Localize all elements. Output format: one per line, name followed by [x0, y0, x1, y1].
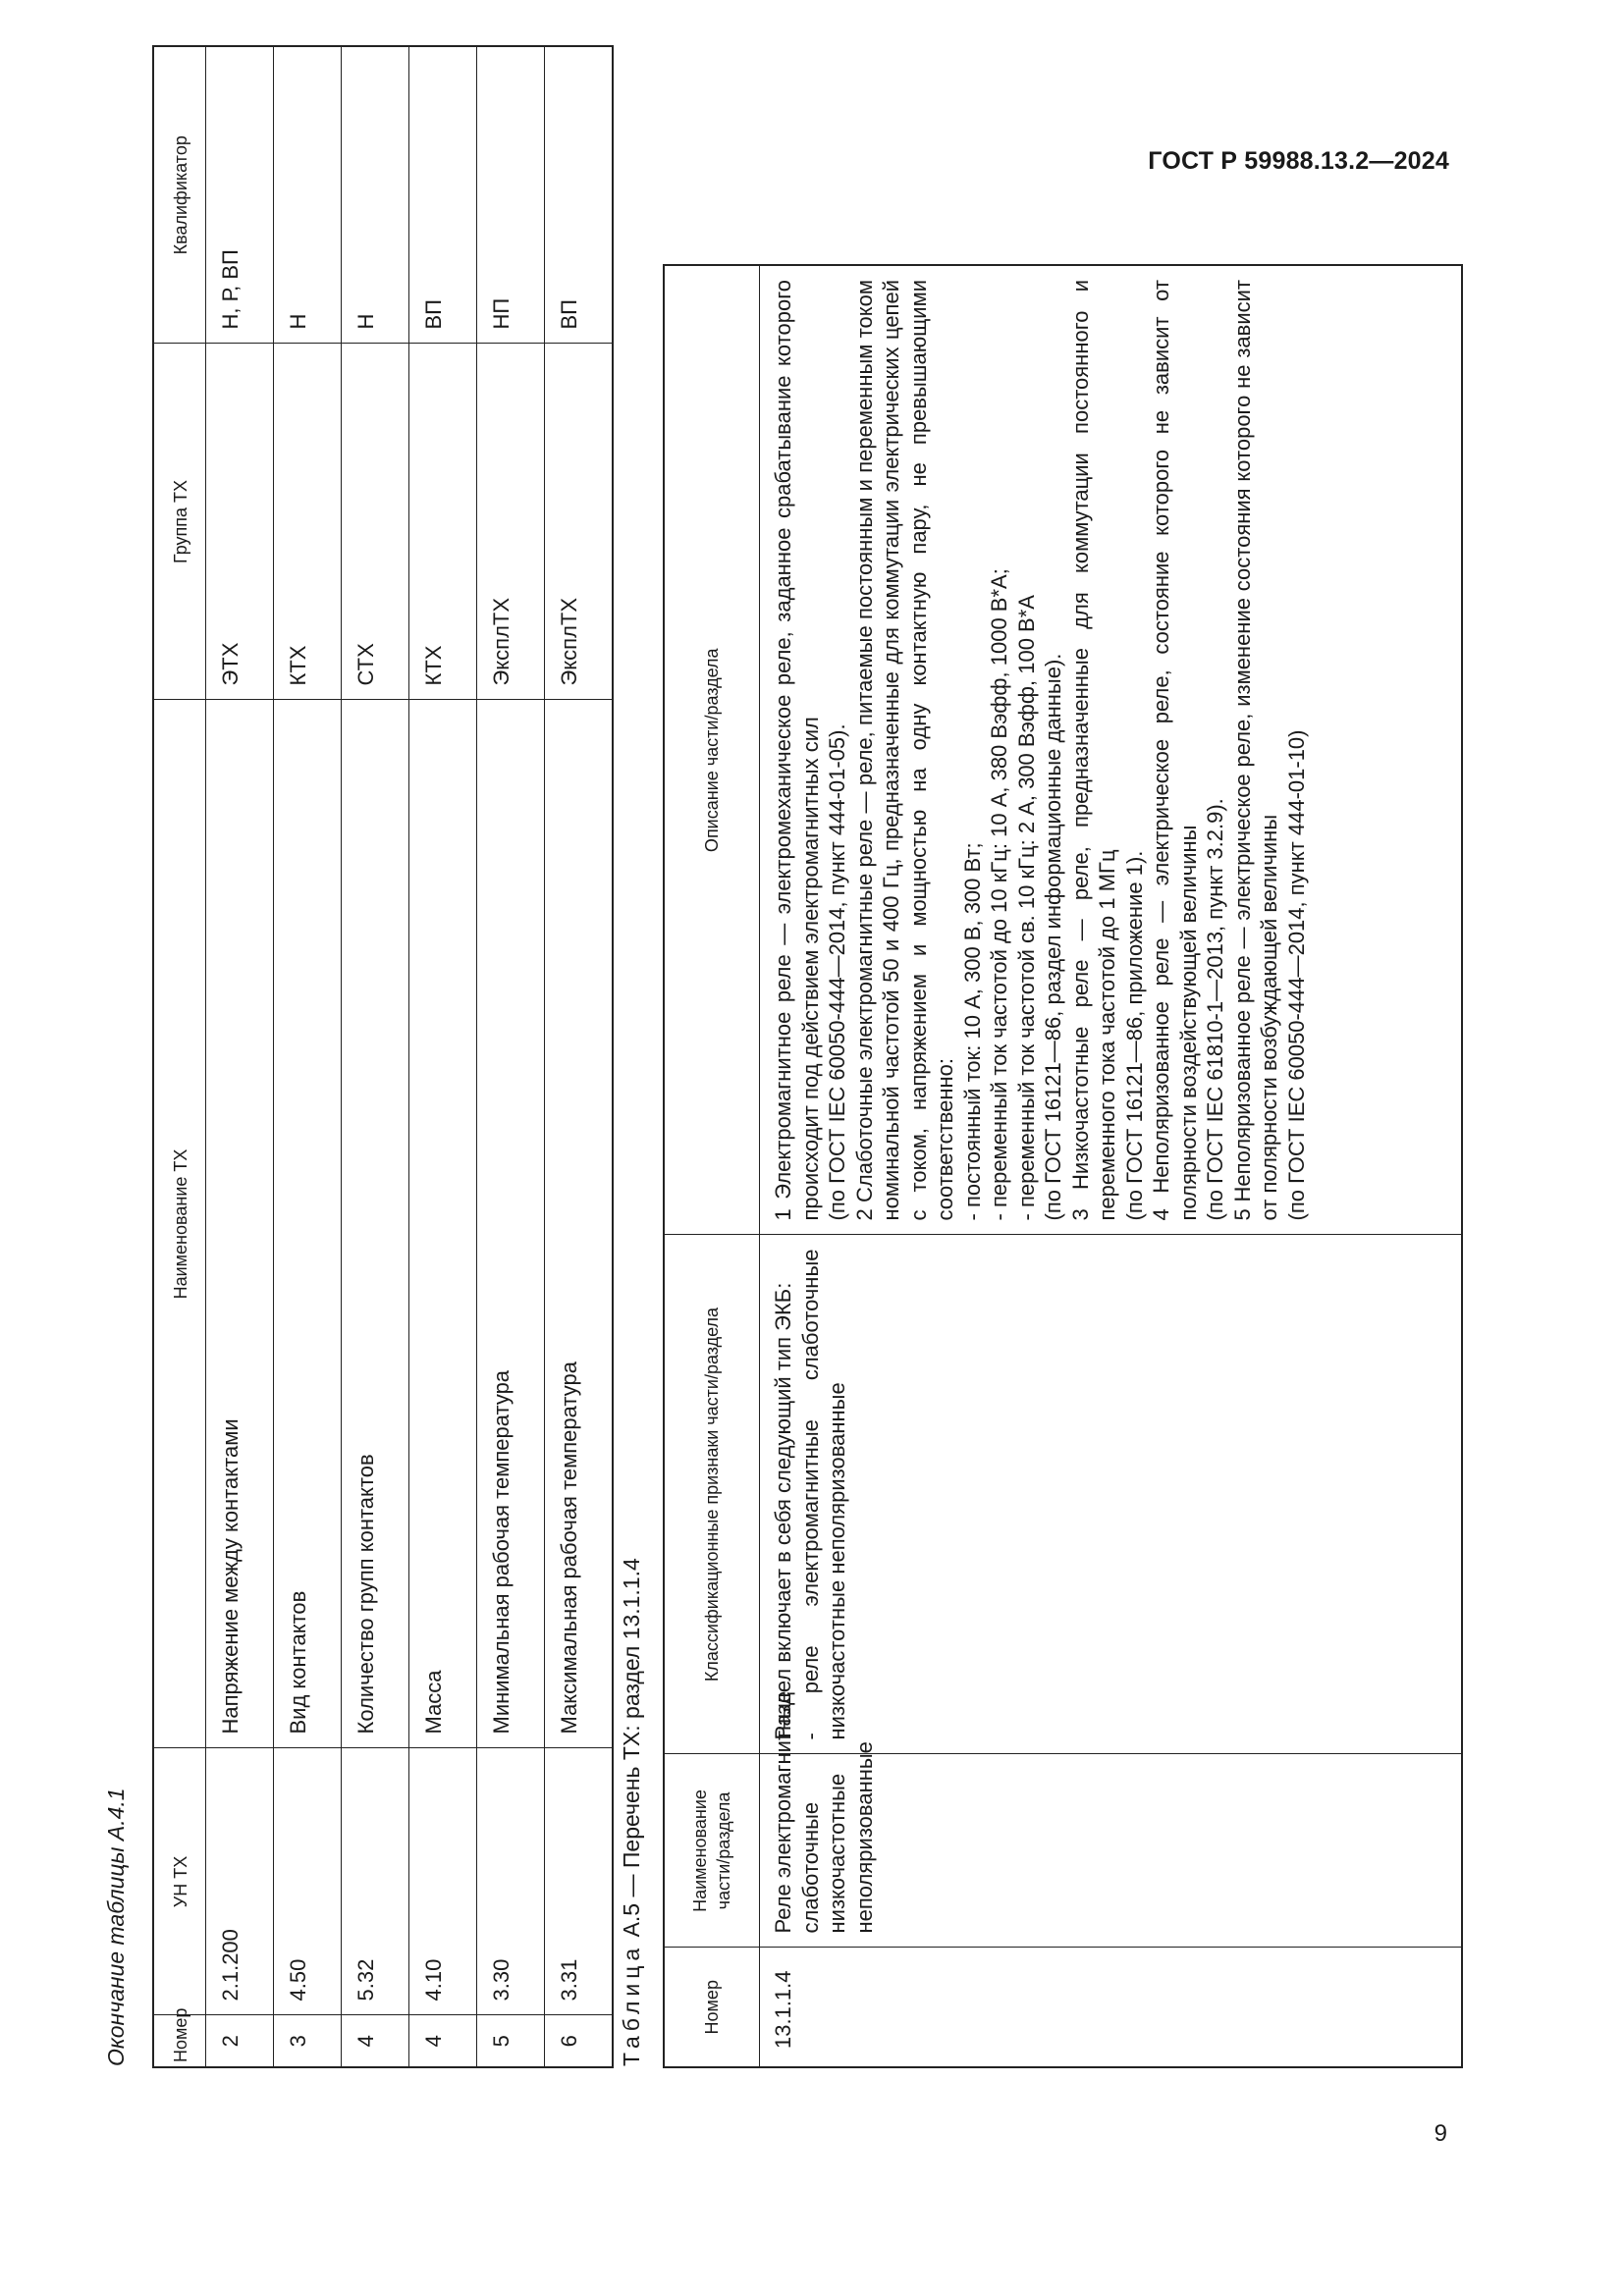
- table1-header: УН ТХ: [153, 1748, 206, 2015]
- table-row: [477, 46, 545, 2067]
- cell-number: 4: [409, 2015, 477, 2067]
- cell-group: КТХ: [274, 344, 342, 700]
- section-name-line: низкочастотные: [825, 1773, 849, 1934]
- cell-number: 3: [274, 2015, 342, 2067]
- description-line: - постоянный ток: 10 А, 300 В, 300 Вт;: [959, 842, 985, 1221]
- cell-group: КТХ: [409, 344, 477, 700]
- cell-name: Количество групп контактов: [342, 700, 409, 1748]
- table2-caption-prefix: Таблица: [619, 1943, 644, 2066]
- table-row: [274, 46, 342, 2067]
- cell-number: 5: [477, 2015, 545, 2067]
- table-a5: [663, 264, 1463, 2068]
- cell-classification: [760, 1235, 1463, 1754]
- table1-header: Номер: [153, 2015, 206, 2067]
- table1-header: Квалификатор: [153, 46, 206, 344]
- rotated-content: [103, 39, 1443, 2086]
- table-a41-end: [152, 45, 614, 2068]
- cell-qualifier: ВП: [409, 46, 477, 344]
- description-line: (по ГОСТ IEC 60050-444—2014, пункт 444-01-05).: [825, 723, 849, 1221]
- page-number: 9: [1434, 2120, 1447, 2147]
- description-line: 4 Неполяризованное реле — электрическое реле, состояние которого не зависит от полярности воздействующей величины: [1149, 280, 1201, 1221]
- table-row: [545, 46, 614, 2067]
- table1-header-row: [153, 46, 206, 2067]
- description-line: - переменный ток частотой до 10 кГц: 10 А, 380 Вэфф, 1000 В*А;: [987, 568, 1011, 1221]
- cell-group: ЭксплТХ: [545, 344, 614, 700]
- cell-qualifier: Н: [342, 46, 409, 344]
- cell-name: Масса: [409, 700, 477, 1748]
- cell-section-number: 13.1.1.4: [760, 1948, 1463, 2067]
- cell-un: 5.32: [342, 1748, 409, 2015]
- cell-group: СТХ: [342, 344, 409, 700]
- table2-header-row: [664, 265, 760, 2067]
- cell-un: 3.30: [477, 1748, 545, 2015]
- table-row: [342, 46, 409, 2067]
- cell-un: 4.50: [274, 1748, 342, 2015]
- table1-header: Группа ТХ: [153, 344, 206, 700]
- cell-section-name: [760, 1690, 1463, 1948]
- table2-caption: [619, 1558, 645, 2066]
- cell-qualifier: НП: [477, 46, 545, 344]
- cell-name: Вид контактов: [274, 700, 342, 1748]
- description-line: 5 Неполяризованное реле — электрическое реле, изменение состояния которого не зависит от полярности возбуждающей величины: [1229, 280, 1281, 1221]
- table-row: [206, 46, 274, 2067]
- cell-number: 2: [206, 2015, 274, 2067]
- cell-group: ЭТХ: [206, 344, 274, 700]
- description-line: (по ГОСТ IEC 60050-444—2014, пункт 444-01-10): [1283, 729, 1309, 1221]
- cell-qualifier: Н: [274, 46, 342, 344]
- section-name-line: Реле электромагнитные: [771, 1690, 795, 1934]
- description-line: (по ГОСТ 16121—86, приложение 1).: [1121, 850, 1147, 1221]
- table2-header: Наименование части/раздела: [664, 1754, 760, 1948]
- cell-name: Максимальная рабочая температура: [545, 700, 614, 1748]
- cell-un: 2.1.200: [206, 1748, 274, 2015]
- cell-group: ЭксплТХ: [477, 344, 545, 700]
- classification-text: Раздел включает в себя следующий тип ЭКБ:: [771, 1282, 795, 1740]
- table-row: [760, 265, 1463, 2067]
- section-name-line: неполяризованные: [851, 1741, 877, 1934]
- table2-caption-text: А.5 — Перечень ТХ: раздел 13.1.1.4: [619, 1558, 644, 1944]
- description-line: 2 Слаботочные электромагнитные реле — реле, питаемые постоянным и переменным током номинальной частотой 50 и 400 Гц, предназначенные для коммутации электрических цепей с током, напряжением и мощностью на одну контактную пару, не превышающими соответственно:: [851, 280, 957, 1221]
- table-row: [409, 46, 477, 2067]
- description-line: 3 Низкочастотные реле — реле, предназначенные для коммутации постоянного и переменного тока частотой до 1 МГц: [1067, 280, 1119, 1221]
- cell-name: Минимальная рабочая температура: [477, 700, 545, 1748]
- table2-header: Описание части/раздела: [664, 265, 760, 1235]
- cell-description: [760, 265, 1463, 1235]
- cell-number: 6: [545, 2015, 614, 2067]
- classification-item: - реле электромагнитные слаботочные низкочастотные неполяризованные: [797, 1249, 849, 1740]
- cell-number: 4: [342, 2015, 409, 2067]
- document-code: ГОСТ Р 59988.13.2—2024: [1148, 147, 1449, 175]
- cell-qualifier: Н, Р, ВП: [206, 46, 274, 344]
- description-line: (по ГОСТ 16121—86, раздел информационные данные).: [1041, 653, 1065, 1221]
- description-line: 1 Электромагнитное реле — электромеханическое реле, заданное срабатывание которого происходит под действием электромагнитных сил: [771, 280, 823, 1221]
- table1-header: Наименование ТХ: [153, 700, 206, 1748]
- table1-caption: Окончание таблицы А.4.1: [103, 1788, 129, 2066]
- section-name-line: слаботочные: [797, 1801, 823, 1934]
- description-line: - переменный ток частотой св. 10 кГц: 2 А, 300 Вэфф, 100 В*А: [1013, 595, 1039, 1221]
- cell-un: 4.10: [409, 1748, 477, 2015]
- table2-header: Номер: [664, 1948, 760, 2067]
- table2-header: Классификационные признаки части/раздела: [664, 1235, 760, 1754]
- description-line: (по ГОСТ IEC 61810-1—2013, пункт 3.2.9).: [1203, 798, 1227, 1221]
- cell-qualifier: ВП: [545, 46, 614, 344]
- cell-name: Напряжение между контактами: [206, 700, 274, 1748]
- cell-un: 3.31: [545, 1748, 614, 2015]
